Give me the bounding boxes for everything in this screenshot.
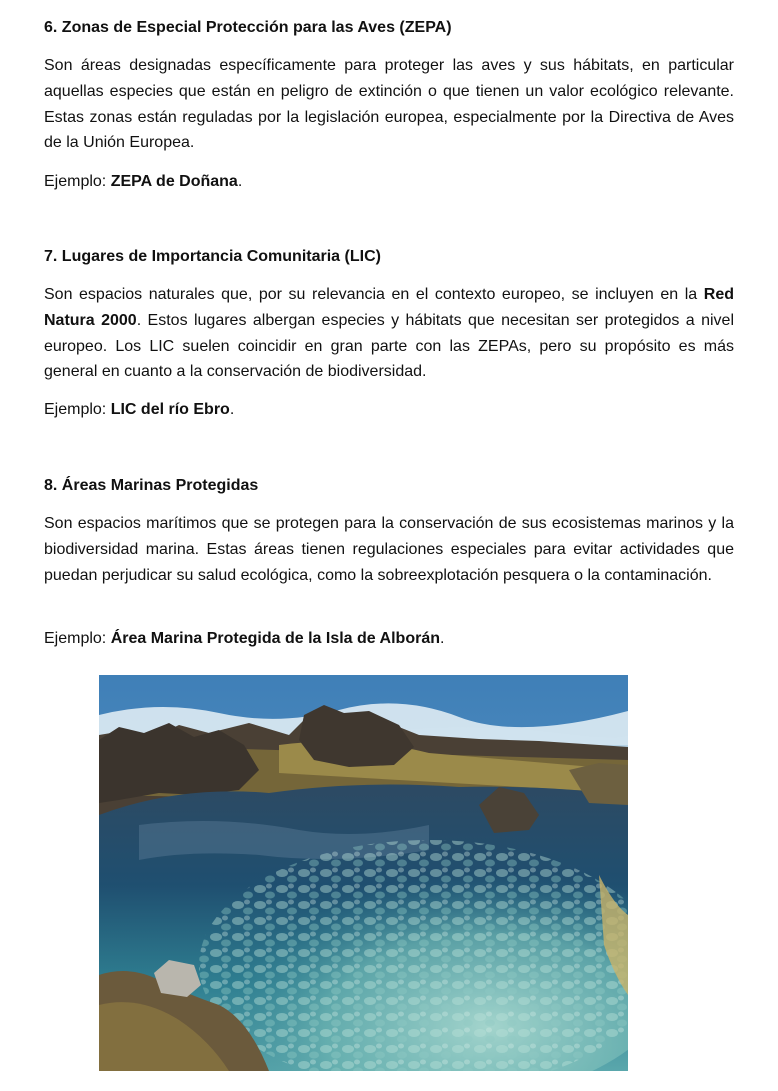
example-label: Ejemplo: [44, 401, 111, 418]
example-end: . [229, 401, 235, 418]
tide-pool-illustration [99, 675, 628, 1071]
section-6-title: 6. Zonas de Especial Protección para las Aves (ZEPA) [44, 19, 452, 36]
section-7-title: 7. Lugares de Importancia Comunitaria (LIC) [44, 248, 381, 265]
section-7-example [44, 399, 734, 421]
example-label: Ejemplo: [44, 173, 111, 190]
body-text: Son espacios naturales que, por su relevancia en el contexto europeo, se incluyen en la [44, 286, 704, 303]
section-8-body: Son espacios marítimos que se protegen para la conservación de sus ecosistemas marinos y la biodiversidad marina. Estas áreas tienen regulaciones especiales para evitar actividades que puedan perjudicar su salud ecológica, como la sobreexplotación pesquera o la contaminación. [44, 515, 734, 584]
section-8-example [44, 628, 734, 650]
example-end: . [237, 173, 243, 190]
example-value: LIC del río Ebro [110, 401, 230, 418]
section-6-body: Son áreas designadas específicamente para proteger las aves y sus hábitats, en particular aquellas especies que están en peligro de extinción o que tienen un valor ecológico relevante. Estas zonas están reguladas por la legislación europea, especialmente por la Directiva de Aves de la Unión Europea. [44, 57, 734, 152]
section-7-body [44, 282, 734, 385]
section-8-title: 8. Áreas Marinas Protegidas [44, 477, 259, 494]
body-text: . Estos lugares albergan especies y hábitats que necesitan ser protegidos a nivel europeo. Los LIC suelen coincidir en gran parte con las ZEPAs, pero su propósito es más general en cuanto a la conservación de biodiversidad. [44, 311, 734, 381]
example-end: . [439, 630, 445, 647]
example-value: ZEPA de Doñana [110, 173, 238, 190]
section-6-example [44, 171, 734, 193]
example-label: Ejemplo: [44, 630, 111, 647]
example-value: Área Marina Protegida de la Isla de Alborán [110, 630, 440, 647]
body-bold: Red Natura 2000 [44, 286, 734, 329]
marine-area-photo [99, 675, 628, 1071]
